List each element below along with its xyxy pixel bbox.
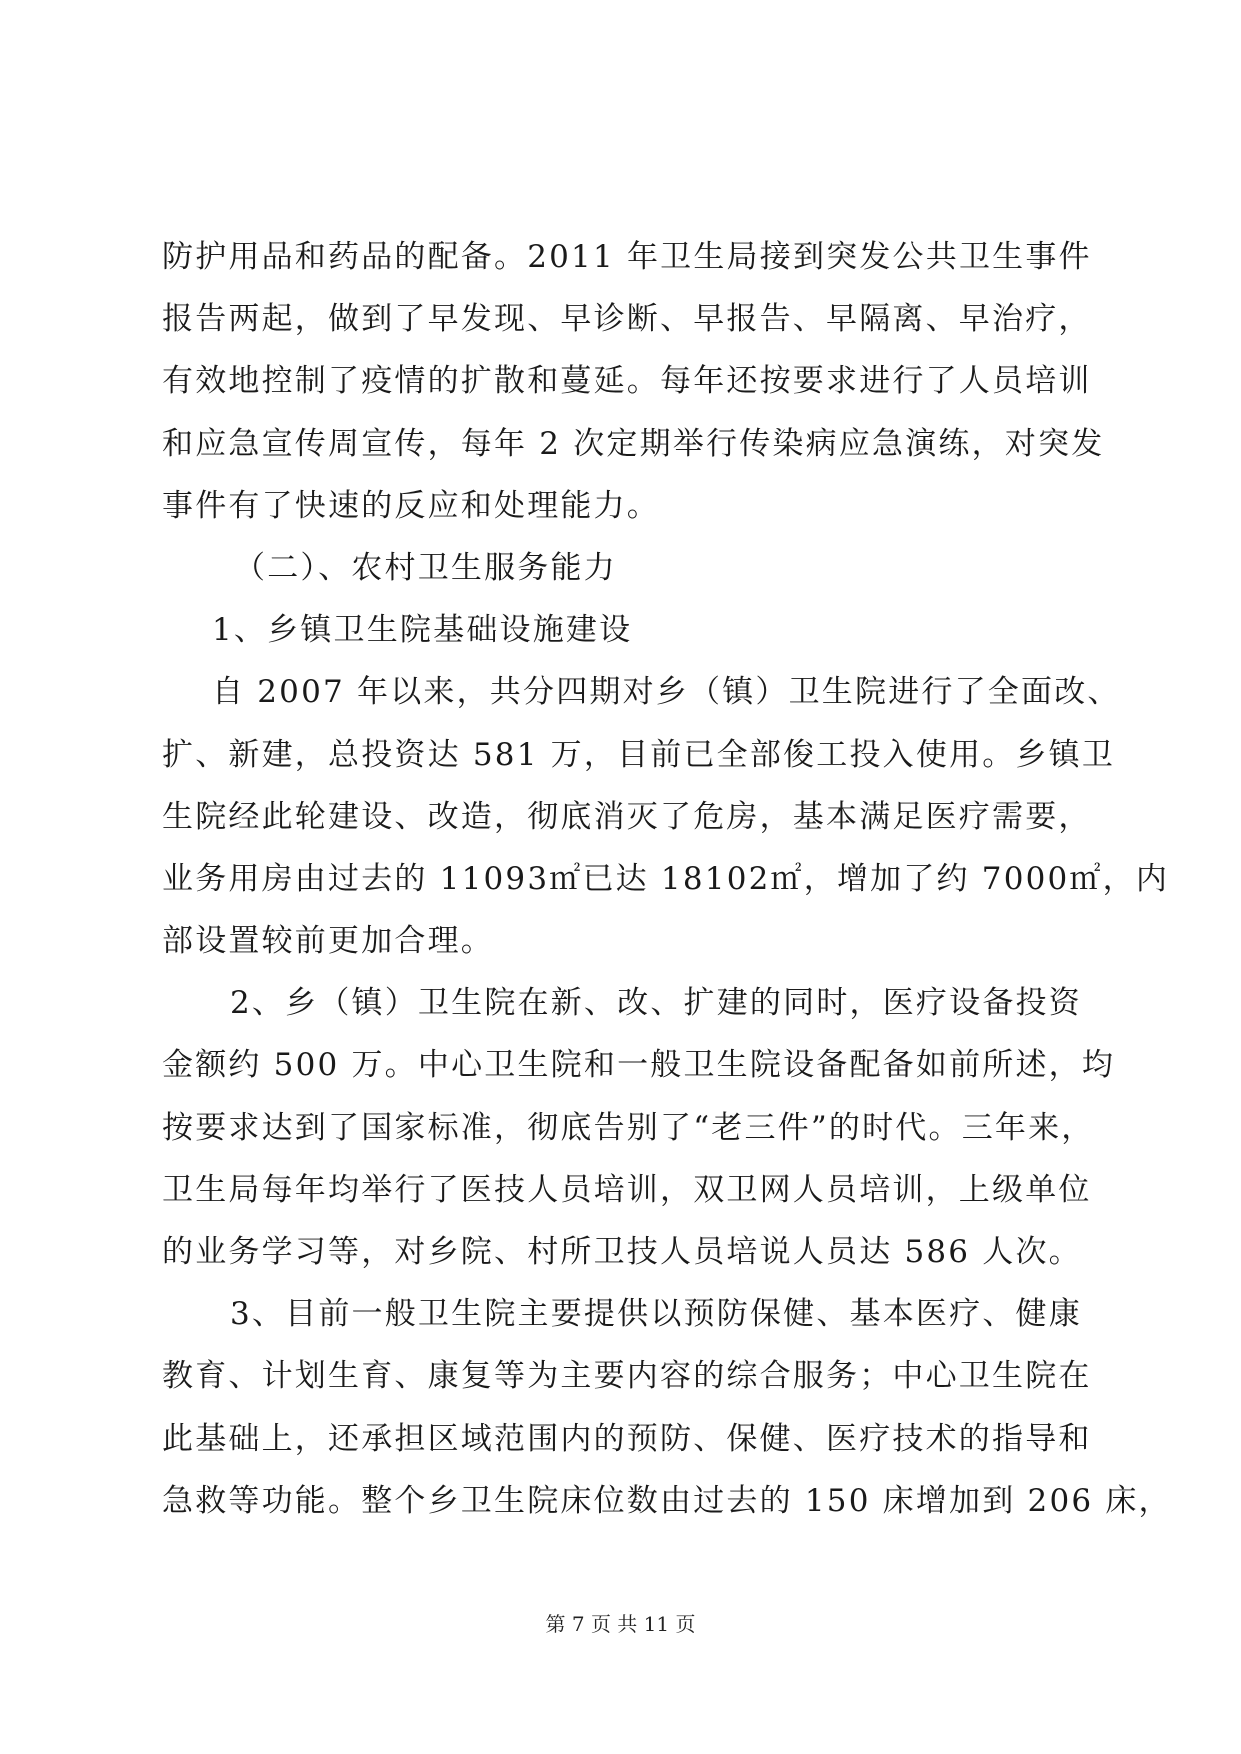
- text-line: 金额约 500 万。中心卫生院和一般卫生院设备配备如前所述，均: [162, 1047, 1116, 1084]
- text-line: 2、乡（镇）卫生院在新、改、扩建的同时，医疗设备投资: [230, 985, 1082, 1022]
- text-line: 自 2007 年以来，共分四期对乡（镇）卫生院进行了全面改、: [212, 674, 1121, 711]
- text-line: 生院经此轮建设、改造，彻底消灭了危房，基本满足医疗需要，: [162, 798, 1092, 835]
- text-line: 报告两起，做到了早发现、早诊断、早报告、早隔离、早治疗，: [162, 301, 1092, 338]
- text-line: 扩、新建，总投资达 581 万，目前已全部俊工投入使用。乡镇卫: [162, 736, 1116, 773]
- text-line: 部设置较前更加合理。: [162, 923, 494, 960]
- text-line: 卫生局每年均举行了医技人员培训，双卫网人员培训，上级单位: [162, 1171, 1092, 1208]
- subsection-heading: 1、乡镇卫生院基础设施建设: [212, 612, 633, 649]
- text-line: 教育、计划生育、康复等为主要内容的综合服务；中心卫生院在: [162, 1358, 1092, 1395]
- body-text: [162, 226, 1172, 1532]
- text-line: 防护用品和药品的配备。2011 年卫生局接到突发公共卫生事件: [162, 239, 1092, 275]
- text-line: 事件有了快速的反应和处理能力。: [162, 487, 660, 524]
- text-line: 的业务学习等，对乡院、村所卫技人员培说人员达 586 人次。: [162, 1234, 1082, 1270]
- text-line: 3、目前一般卫生院主要提供以预防保健、基本医疗、健康: [230, 1296, 1082, 1333]
- text-line: 业务用房由过去的 11093㎡已达 18102㎡，增加了约 7000㎡，内: [162, 860, 1170, 897]
- text-line: 有效地控制了疫情的扩散和蔓延。每年还按要求进行了人员培训: [162, 363, 1092, 400]
- section-heading: （二）、农村卫生服务能力: [234, 549, 617, 586]
- text-line: 和应急宣传周宣传，每年 2 次定期举行传染病应急演练，对突发: [162, 425, 1105, 462]
- text-line: 急救等功能。整个乡卫生院床位数由过去的 150 床增加到 206 床，: [162, 1482, 1172, 1519]
- text-line: 此基础上，还承担区域范围内的预防、保健、医疗技术的指导和: [162, 1420, 1092, 1457]
- page-number-footer: 第 7 页 共 11 页: [545, 1612, 696, 1636]
- text-line: 按要求达到了国家标准，彻底告别了“老三件”的时代。三年来，: [162, 1109, 1095, 1146]
